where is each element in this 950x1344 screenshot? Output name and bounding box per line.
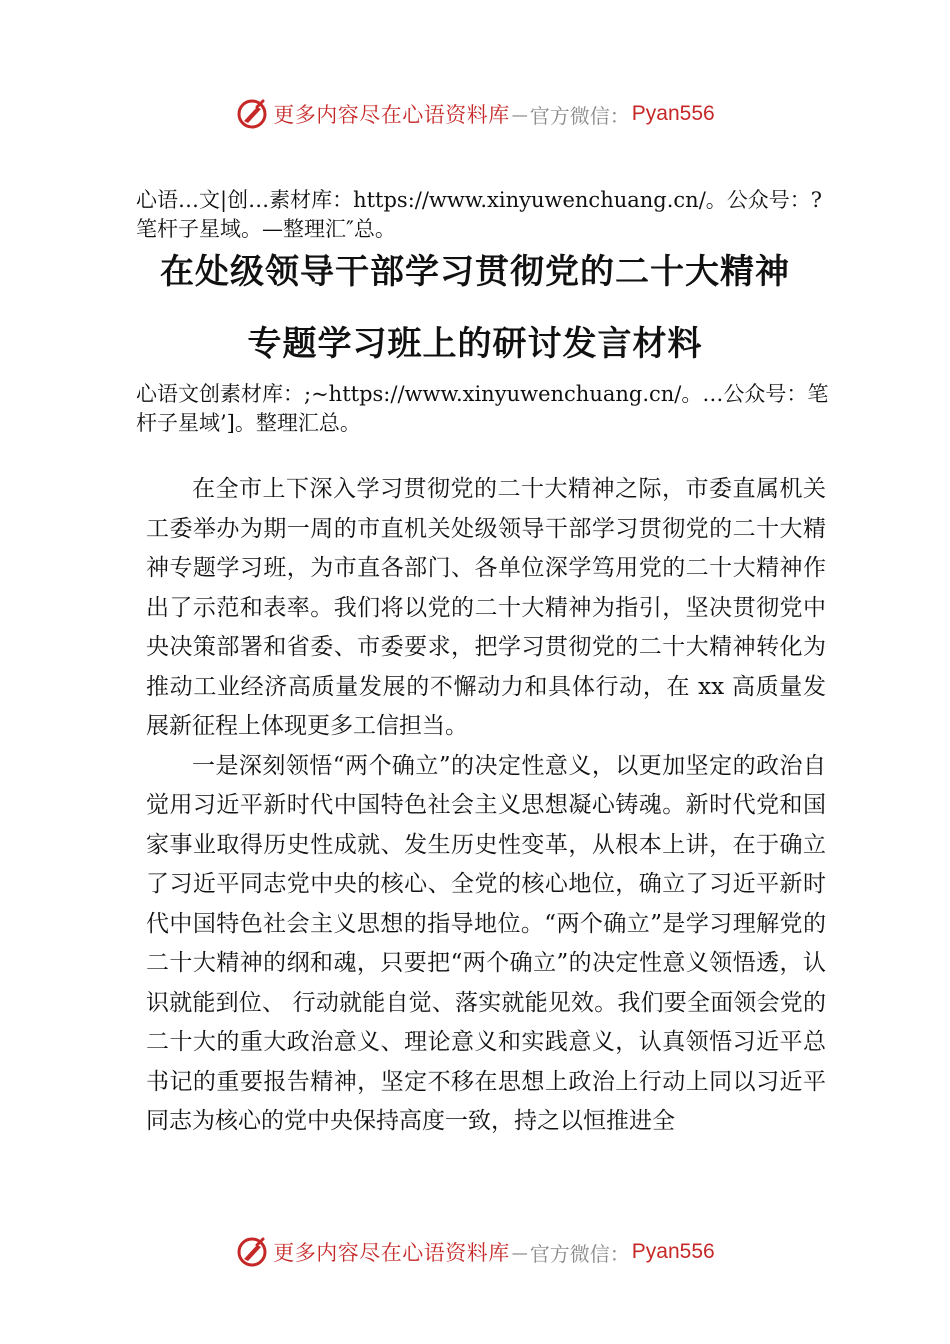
banner-separator: —: [511, 1242, 528, 1262]
source-notice-bottom: 心语文创素材库：;~https://www.xinyuwenchuang.cn/。…公众号：笔杆子星域’]。整理汇总。: [136, 382, 829, 435]
brush-logo-icon: [235, 1235, 269, 1269]
brush-logo-icon: [235, 97, 269, 131]
banner-text: 更多内容尽在心语资料库: [273, 1241, 510, 1265]
header-banner: [0, 94, 950, 134]
footer-banner: [0, 1232, 950, 1272]
source-notice-top: 心语…文|创…素材库：https://www.xinyuwenchuang.cn/。公众号：?笔杆子星域。—整理汇″总。: [136, 188, 823, 241]
body-paragraph: 在全市上下深入学习贯彻党的二十大精神之际，市委直属机关工委举办为期一周的市直机关处级领导干部学习贯彻党的二十大精神专题学习班，为市直各部门、各单位深学笃用党的二十大精神作出了示范和表率。我们将以党的二十大精神为指引，坚决贯彻党中央决策部署和省委、市委要求，把学习贯彻党的二十大精神转化为推动工业经济高质量发展的不懈动力和具体行动，在 xx 高质量发展新征程上体现更多工信担当。: [146, 476, 826, 739]
banner-separator: —: [511, 104, 528, 124]
banner-wechat-label: 官方微信：: [529, 103, 630, 128]
banner-wechat-label: 官方微信：: [529, 1241, 630, 1266]
banner-text: 更多内容尽在心语资料库: [273, 103, 510, 127]
banner-wechat-id: Pyan556: [631, 1240, 715, 1263]
body-paragraph: 一是深刻领悟“两个确立”的决定性意义，以更加坚定的政治自觉用习近平新时代中国特色社会主义思想凝心铸魂。新时代党和国家事业取得历史性成就、发生历史性变革，从根本上讲，在于确立了习近平同志党中央的核心、全党的核心地位，确立了习近平新时代中国特色社会主义思想的指导地位。“两个确立”是学习理解党的二十大精神的纲和魂，只要把“两个确立”的决定性意义领悟透，认识就能到位、 行动就能自觉、落实就能见效。我们要全面领会党的二十大的重大政治意义、理论意义和实践意义，认真领悟习近平总书记的重要报告精神，坚定不移在思想上政治上行动上同以习近平同志为核心的党中央保持高度一致，持之以恒推进全: [146, 752, 826, 1134]
document-title-line2: 专题学习班上的研讨发言材料: [247, 324, 703, 364]
document-title-line1: 在处级领导干部学习贯彻党的二十大精神: [160, 252, 790, 292]
banner-wechat-id: Pyan556: [631, 102, 715, 125]
document-body: [146, 470, 826, 1142]
